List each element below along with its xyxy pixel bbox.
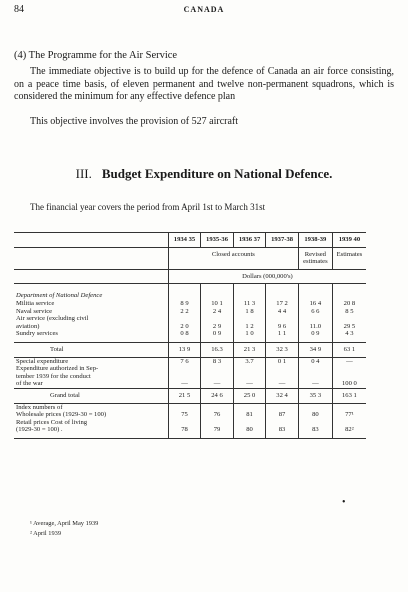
cell: 79 xyxy=(201,426,234,438)
table-row xyxy=(14,300,366,308)
year-header: 1937-38 xyxy=(266,233,299,248)
cell xyxy=(332,315,366,323)
cell: 81 xyxy=(233,411,265,419)
table-units-row xyxy=(14,269,366,284)
cell: 8 5 xyxy=(332,308,366,316)
section-paragraph: The immediate objective is to build up for the defence of Canada an air force consisting, on a peace time basis, of eleven permanent and twelve non-permanent squadrons, which is considered the minimum for any effective defence plan xyxy=(14,66,394,102)
row-label: Wholesale prices (1929-30 = 100) xyxy=(16,411,107,419)
cell: 2 2 xyxy=(168,308,200,316)
cell: 16.3 xyxy=(201,342,234,357)
cell: 76 xyxy=(201,411,234,419)
cell: 82² xyxy=(332,426,366,438)
cell: 29 5 xyxy=(332,323,366,331)
cell: 4 3 xyxy=(332,330,366,338)
group-revised-estimates: Revised estimates xyxy=(298,247,332,269)
cell: 0 9 xyxy=(201,330,234,338)
row-label: Retail prices Cost of living xyxy=(16,418,88,426)
cell: 3.7 xyxy=(233,357,265,365)
table-row xyxy=(14,373,366,381)
row-label: Grand total xyxy=(14,388,168,403)
row-label: Sundry services xyxy=(16,330,58,338)
year-header: 1935-36 xyxy=(201,233,234,248)
cell: — xyxy=(168,380,200,388)
cell: — xyxy=(201,380,234,388)
row-label: Index numbers of xyxy=(16,403,63,411)
table-row xyxy=(14,380,366,388)
cell: 0 1 xyxy=(266,357,299,365)
cell xyxy=(266,315,299,323)
stray-dot: • xyxy=(342,497,346,508)
cell: 1 0 xyxy=(233,330,265,338)
cell: 21 3 xyxy=(233,342,265,357)
cell: 32 3 xyxy=(266,342,299,357)
cell: 100 0 xyxy=(332,380,366,388)
budget-table xyxy=(14,232,366,439)
dept-heading-row xyxy=(14,284,366,300)
cell: 6 6 xyxy=(298,308,332,316)
cell: 11 3 xyxy=(233,300,265,308)
cell: 2 0 xyxy=(168,323,200,331)
units-label: Dollars (000,000's) xyxy=(168,269,366,284)
cell: 8 9 xyxy=(168,300,200,308)
cell: 21 5 xyxy=(168,388,200,403)
cell: 2 4 xyxy=(201,308,234,316)
table-row xyxy=(14,403,366,411)
row-label: Special expenditure xyxy=(16,357,69,365)
table-row xyxy=(14,426,366,438)
cell: 7 6 xyxy=(168,357,200,365)
cell: 9 6 xyxy=(266,323,299,331)
cell: 1 1 xyxy=(266,330,299,338)
total-row xyxy=(14,342,366,357)
cell: 1 2 xyxy=(233,323,265,331)
row-label: Total xyxy=(14,342,168,357)
row-label: Air service (excluding civil xyxy=(16,315,89,323)
row-label: tember 1939 for the conduct xyxy=(16,372,91,380)
row-label: Naval service xyxy=(16,307,53,315)
cell: 0 4 xyxy=(298,357,332,365)
cell xyxy=(298,315,332,323)
cell: 10 1 xyxy=(201,300,234,308)
row-label: Militia service xyxy=(16,299,55,307)
cell: 16 4 xyxy=(298,300,332,308)
cell: — xyxy=(332,357,366,365)
group-closed-accounts: Closed accounts xyxy=(168,247,298,269)
cell: 13 9 xyxy=(168,342,200,357)
cell: 35 3 xyxy=(298,388,332,403)
row-label: (1929-30 = 100) . xyxy=(14,426,168,438)
cell: 0 9 xyxy=(298,330,332,338)
cell: — xyxy=(298,380,332,388)
section-paragraph-2: This objective involves the provision of 527 aircraft xyxy=(30,116,239,127)
table-row xyxy=(14,411,366,419)
table-row xyxy=(14,357,366,365)
cell: 83 xyxy=(266,426,299,438)
cell: 24 6 xyxy=(201,388,234,403)
table-row xyxy=(14,330,366,338)
table-row xyxy=(14,315,366,323)
chapter-title-text: Budget Expenditure on National Defence. xyxy=(101,166,333,181)
chapter-roman: III. xyxy=(75,166,92,181)
fiscal-note: The financial year covers the period from April 1st to March 31st xyxy=(30,202,266,212)
cell: 1 8 xyxy=(233,308,265,316)
cell: 17 2 xyxy=(266,300,299,308)
cell xyxy=(201,315,234,323)
header-blank xyxy=(14,233,168,248)
chapter-title xyxy=(0,166,408,182)
cell: 87 xyxy=(266,411,299,419)
cell: 20 8 xyxy=(332,300,366,308)
cell: — xyxy=(233,380,265,388)
year-header: 1936 37 xyxy=(233,233,265,248)
section-heading: (4) The Programme for the Air Service xyxy=(14,50,178,61)
cell: 80 xyxy=(233,426,265,438)
row-label: aviation) xyxy=(16,322,40,330)
year-header: 1939 40 xyxy=(332,233,366,248)
cell: 34 9 xyxy=(298,342,332,357)
cell: 80 xyxy=(298,411,332,419)
year-header: 1934 35 xyxy=(168,233,200,248)
cell xyxy=(168,315,200,323)
cell: 8 3 xyxy=(201,357,234,365)
row-label: of the war xyxy=(16,380,43,388)
cell: 4 4 xyxy=(266,308,299,316)
cell: 163 1 xyxy=(332,388,366,403)
table-row xyxy=(14,419,366,427)
cell: 75 xyxy=(168,411,200,419)
dept-heading: Department of National Defence xyxy=(16,292,103,300)
cell: 25 0 xyxy=(233,388,265,403)
cell: 11.0 xyxy=(298,323,332,331)
footnote-2: ² April 1939 xyxy=(30,530,62,537)
cell: 0 8 xyxy=(168,330,200,338)
table-header-row xyxy=(14,233,366,248)
cell: 2 9 xyxy=(201,323,234,331)
running-head: CANADA xyxy=(183,5,225,14)
table-row xyxy=(14,308,366,316)
table-row xyxy=(14,323,366,331)
table-row xyxy=(14,365,366,373)
cell: 63 1 xyxy=(332,342,366,357)
grand-total-row xyxy=(14,388,366,403)
cell: 32 4 xyxy=(266,388,299,403)
cell: 83 xyxy=(298,426,332,438)
cell xyxy=(233,315,265,323)
cell: — xyxy=(266,380,299,388)
year-header: 1938-39 xyxy=(298,233,332,248)
cell: 78 xyxy=(168,426,200,438)
row-label: Expenditure authorized in Sep- xyxy=(16,365,99,373)
cell: 77¹ xyxy=(332,411,366,419)
page-number: 84 xyxy=(14,4,24,15)
table-group-row xyxy=(14,247,366,269)
group-estimates: Estimates xyxy=(332,247,366,269)
footnote-1: ¹ Average, April May 1939 xyxy=(30,520,99,527)
